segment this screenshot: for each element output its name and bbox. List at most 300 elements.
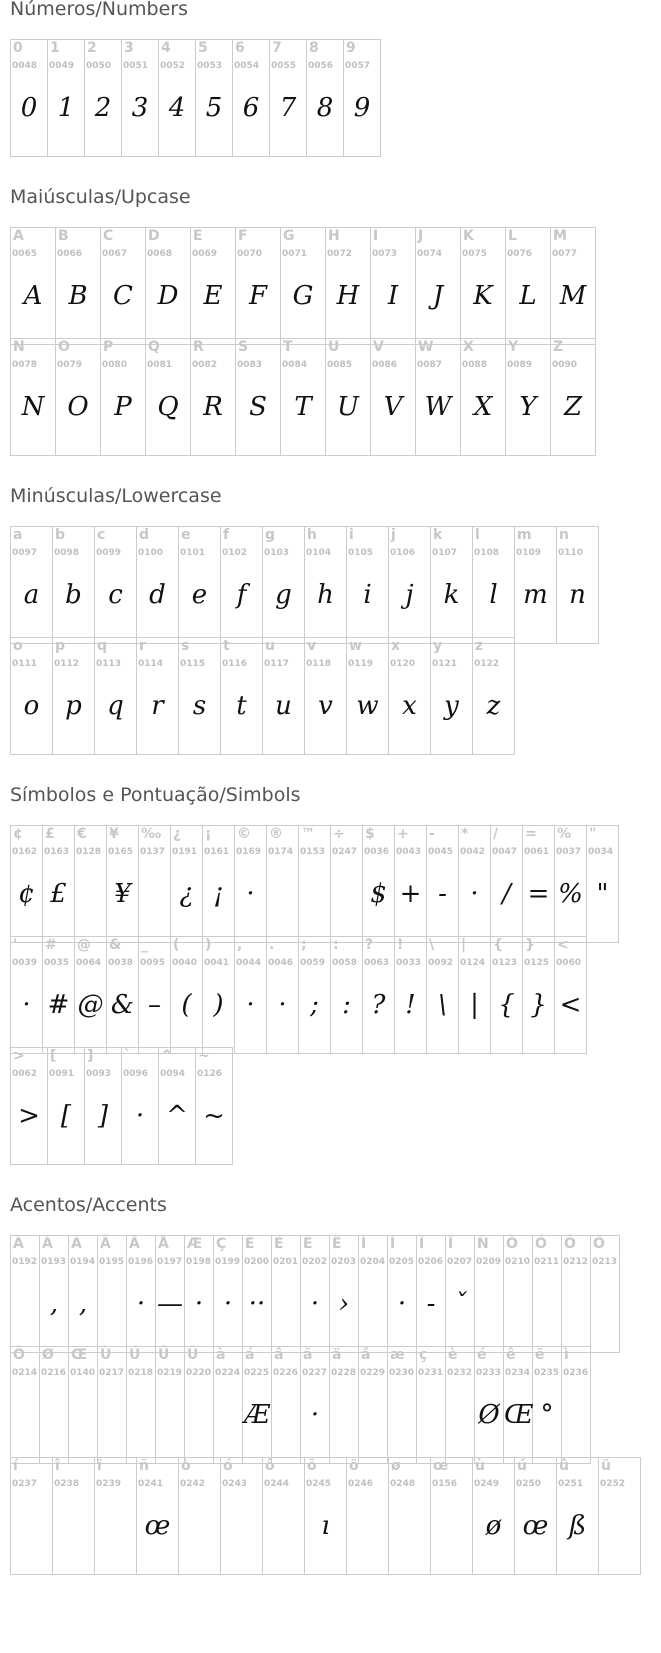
glyph-cell [344,40,381,156]
char-label: ^ [161,1048,173,1064]
char-label: O [58,339,70,355]
char-label: A [13,228,24,244]
char-code: 0064 [76,958,102,968]
char-label: M [553,228,567,244]
char-label: R [193,339,204,355]
glyph-cell [359,1347,388,1463]
glyph-cell [85,40,122,156]
char-code: 0119 [348,659,374,669]
glyph-cell [11,1347,40,1463]
glyph-cell [515,527,557,643]
glyph-cell [417,1236,446,1352]
glyph-cell [98,1347,127,1463]
glyph-cell [11,1458,53,1574]
glyph-sample: S [249,392,267,422]
glyph-cell [281,339,326,455]
char-label: | [461,937,467,953]
glyph-cell [95,527,137,643]
char-label: ] [87,1048,94,1064]
char-label: s [181,638,190,654]
char-code: 0044 [236,958,262,968]
glyph-cell [75,937,107,1053]
glyph-cell [347,1458,389,1574]
glyph-sample: ¡ [213,879,224,909]
char-code: 0116 [222,659,248,669]
glyph-cell [263,1458,305,1574]
glyph-cell [305,1458,347,1574]
char-label: K [463,228,474,244]
char-label: q [97,638,108,654]
char-label: i [349,527,354,543]
glyph-cell [196,1048,233,1164]
glyph-sample: 3 [131,93,149,123]
char-code: 0076 [507,249,533,259]
glyph-sample: L [519,281,537,311]
glyph-cell [127,1347,156,1463]
glyph-sample: · [223,1289,233,1319]
char-code: 0125 [524,958,550,968]
glyph-sample: J [432,281,444,311]
char-code: 0049 [49,61,75,71]
glyph-cell [363,826,395,942]
glyph-cell [179,527,221,643]
char-label: ? [365,937,374,953]
char-label: { [493,937,503,953]
char-code: 0206 [418,1257,444,1267]
glyph-cell [491,826,523,942]
glyph-cell [40,1347,69,1463]
glyph-cell [11,527,53,643]
glyph-cell [591,1236,620,1352]
glyph-sample: R [203,392,223,422]
glyph-cell [196,40,233,156]
char-label: ü [601,1458,611,1474]
glyph-sample: › [338,1289,350,1319]
glyph-sample: Œ [504,1400,534,1430]
glyph-cell [221,638,263,754]
char-code: 0088 [462,360,488,370]
glyph-sample: P [114,392,132,422]
glyph-sample: s [192,691,207,721]
char-label: 7 [272,40,282,56]
glyph-sample: - [426,1289,436,1319]
char-label: É [274,1236,284,1252]
char-label: Æ [187,1236,203,1252]
glyph-cell [461,228,506,344]
char-label: T [283,339,293,355]
glyph-sample: ·· [248,1289,266,1319]
char-label: Û [158,1347,170,1363]
glyph-cell [171,937,203,1053]
char-code: 0086 [372,360,398,370]
char-code: 0107 [432,548,458,558]
char-label: = [525,826,537,842]
char-code: 0232 [447,1368,473,1378]
glyph-sample: [ [60,1101,72,1131]
char-label: Ø [42,1347,54,1363]
glyph-sample: A [23,281,43,311]
glyph-sample: + [399,879,422,909]
char-code: 0046 [268,958,294,968]
glyph-sample: a [23,580,40,610]
char-label: 5 [198,40,208,56]
char-label: ‰ [141,826,162,842]
glyph-cell [299,937,331,1053]
glyph-sample: W [424,392,452,422]
glyph-cell [389,527,431,643]
char-code: 0079 [57,360,83,370]
char-code: 0070 [237,249,263,259]
char-code: 0246 [348,1479,374,1489]
glyph-sample: O [67,392,89,422]
glyph-sample: / [502,879,511,909]
glyph-sample: · [246,990,255,1020]
char-label: è [448,1347,458,1363]
glyph-sample: X [473,392,493,422]
char-code: 0039 [12,958,38,968]
glyph-cell [555,937,587,1053]
char-code: 0095 [140,958,166,968]
glyph-cell [599,1458,641,1574]
glyph-cell [11,1048,48,1164]
char-label: 0 [13,40,23,56]
char-code: 0245 [306,1479,332,1489]
char-code: 0235 [534,1368,560,1378]
section-title: Símbolos e Pontuação/Simbols [10,784,301,806]
char-code: 0074 [417,249,443,259]
char-label: S [238,339,249,355]
char-code: 0061 [524,847,550,857]
char-code: 0065 [12,249,38,259]
glyph-sample: F [248,281,268,311]
char-code: 0120 [390,659,416,669]
glyph-cell [326,339,371,455]
char-label: Ë [332,1236,342,1252]
glyph-cell [523,937,555,1053]
char-label: W [418,339,434,355]
glyph-cell [417,1347,446,1463]
glyph-row [10,825,619,943]
glyph-sample: - [438,879,447,909]
char-label: Ó [535,1236,547,1252]
char-label: å [361,1347,371,1363]
glyph-cell [122,40,159,156]
glyph-cell [305,638,347,754]
char-label: ! [397,937,404,953]
glyph-cell [371,228,416,344]
char-code: 0234 [505,1368,531,1378]
char-code: 0117 [264,659,290,669]
glyph-cell [461,339,506,455]
glyph-cell [11,826,43,942]
char-code: 0045 [428,847,454,857]
glyph-sample: | [470,990,479,1020]
glyph-cell [11,228,56,344]
char-label: < [557,937,569,953]
char-label: g [265,527,276,543]
char-code: 0050 [86,61,112,71]
glyph-row [10,1235,620,1353]
glyph-cell [53,1458,95,1574]
glyph-sample: · [310,1289,320,1319]
glyph-cell [236,228,281,344]
glyph-cell [48,40,85,156]
glyph-cell [389,1458,431,1574]
glyph-cell [236,339,281,455]
glyph-cell [272,1236,301,1352]
glyph-cell [270,40,307,156]
char-code: 0169 [236,847,262,857]
char-label: I [373,228,379,244]
glyph-cell [171,826,203,942]
glyph-cell [431,1458,473,1574]
char-code: 0230 [389,1368,415,1378]
char-label: 4 [161,40,171,56]
glyph-row [10,1346,591,1464]
char-code: 0115 [180,659,206,669]
char-label: ( [173,937,180,953]
glyph-cell [203,826,235,942]
glyph-sample: p [65,691,82,721]
glyph-sample: = [527,879,550,909]
char-label: ù [475,1458,485,1474]
glyph-cell [389,638,431,754]
char-label: ò [181,1458,191,1474]
char-label: y [433,638,443,654]
char-label: Ê [303,1236,313,1252]
char-label: à [216,1347,226,1363]
glyph-sample: · [135,1101,145,1131]
char-label: + [397,826,409,842]
char-label: j [391,527,396,543]
char-label: 6 [235,40,245,56]
char-label: X [463,339,474,355]
glyph-sample: % [558,879,583,909]
char-code: 0220 [186,1368,212,1378]
glyph-cell [506,339,551,455]
glyph-sample: · [310,1400,320,1430]
char-code: 0060 [556,958,582,968]
char-label: í [13,1458,18,1474]
char-label: ' [13,937,18,953]
glyph-sample: H [336,281,360,311]
char-code: 0102 [222,548,248,558]
char-label: k [433,527,443,543]
char-label: P [103,339,114,355]
char-code: 0121 [432,659,458,669]
char-label: ¿ [173,826,182,842]
glyph-sample: C [113,281,133,311]
glyph-sample: B [68,281,88,311]
glyph-sample: Ø [478,1400,500,1430]
glyph-cell [299,826,331,942]
glyph-cell [56,228,101,344]
char-code: 0055 [271,61,297,71]
glyph-cell [95,1458,137,1574]
glyph-cell [267,826,299,942]
char-code: 0054 [234,61,260,71]
glyph-sample: Q [157,392,179,422]
char-label: û [559,1458,569,1474]
char-label: c [97,527,106,543]
char-label: â [274,1347,284,1363]
glyph-sample: ¥ [114,879,131,909]
char-label: Î [419,1236,425,1252]
char-label: ÷ [333,826,345,842]
glyph-sample: # [47,990,70,1020]
char-label: ® [269,826,283,842]
glyph-sample: K [473,281,493,311]
glyph-sample: · [470,879,479,909]
char-code: 0103 [264,548,290,558]
glyph-cell [233,40,270,156]
glyph-cell [85,1048,122,1164]
char-label: * [461,826,469,842]
glyph-cell [11,339,56,455]
glyph-row [10,1457,641,1575]
char-code: 0226 [273,1368,299,1378]
char-code: 0105 [348,548,374,558]
glyph-sample: ; [310,990,319,1020]
glyph-sample: 0 [20,93,38,123]
char-label: £ [45,826,55,842]
glyph-sample: 7 [279,93,297,123]
char-code: 0056 [308,61,334,71]
char-code: 0204 [360,1257,386,1267]
glyph-cell [330,1236,359,1352]
char-label: J [418,228,424,244]
glyph-cell [221,527,263,643]
glyph-sample: U [337,392,359,422]
glyph-row [10,39,381,157]
glyph-sample: G [292,281,314,311]
char-code: 0083 [237,360,263,370]
glyph-sample: j [405,580,414,610]
glyph-sample: e [191,580,208,610]
char-code: 0156 [432,1479,458,1489]
char-code: 0057 [345,61,371,71]
glyph-cell [330,1347,359,1463]
char-code: 0192 [12,1257,38,1267]
glyph-cell [179,638,221,754]
glyph-sample: g [275,580,292,610]
char-code: 0111 [12,659,38,669]
char-code: 0082 [192,360,218,370]
glyph-sample: i [363,580,372,610]
char-label: ï [97,1458,102,1474]
glyph-sample: { [498,990,515,1020]
char-code: 0099 [96,548,122,558]
char-label: ñ [139,1458,149,1474]
char-label: : [333,937,339,953]
glyph-cell [185,1347,214,1463]
char-label: G [283,228,295,244]
char-label: 2 [87,40,97,56]
char-code: 0062 [12,1069,38,1079]
glyph-cell [263,527,305,643]
char-code: 0067 [102,249,128,259]
glyph-cell [11,1236,40,1352]
glyph-cell [203,937,235,1053]
char-code: 0038 [108,958,134,968]
glyph-sample: ( [181,990,192,1020]
glyph-cell [388,1347,417,1463]
char-code: 0212 [563,1257,589,1267]
glyph-cell [127,1236,156,1352]
glyph-sample: ~ [203,1101,225,1131]
char-code: 0096 [123,1069,149,1079]
char-code: 0122 [474,659,500,669]
char-code: 0153 [300,847,326,857]
glyph-sample: x [402,691,417,721]
glyph-cell [107,826,139,942]
glyph-cell [562,1236,591,1352]
glyph-row [10,936,587,1054]
char-label: 8 [309,40,319,56]
char-code: 0112 [54,659,80,669]
char-label: , [237,937,243,953]
char-code: 0243 [222,1479,248,1489]
glyph-cell [11,40,48,156]
section-title: Minúsculas/Lowercase [10,485,222,507]
glyph-cell [243,1236,272,1352]
glyph-sample: ı [321,1511,330,1541]
glyph-sample: 1 [57,93,75,123]
glyph-cell [53,638,95,754]
glyph-sample: T [294,392,312,422]
char-label: Ã [100,1236,111,1252]
glyph-cell [139,937,171,1053]
glyph-sample: M [559,281,587,311]
glyph-cell [347,527,389,643]
char-label: Õ [593,1236,605,1252]
char-code: 0239 [96,1479,122,1489]
glyph-cell [416,339,461,455]
glyph-cell [551,228,596,344]
char-label: ø [391,1458,401,1474]
char-label: À [13,1236,24,1252]
char-code: 0207 [447,1257,473,1267]
glyph-sample: ! [405,990,416,1020]
glyph-cell [473,1458,515,1574]
char-label: N [13,339,25,355]
glyph-sample: ° [540,1400,554,1430]
char-code: 0075 [462,249,488,259]
char-code: 0071 [282,249,308,259]
glyph-cell [555,826,587,942]
char-label: 3 [124,40,134,56]
char-label: æ [390,1347,405,1363]
char-label: [ [50,1048,57,1064]
glyph-sample: , [78,1289,88,1319]
char-code: 0244 [264,1479,290,1489]
char-code: 0247 [332,847,358,857]
char-code: 0219 [157,1368,183,1378]
glyph-sample: ˇ [453,1289,467,1319]
char-label: d [139,527,150,543]
char-code: 0035 [44,958,70,968]
glyph-sample: t [236,691,247,721]
char-code: 0118 [306,659,332,669]
char-label: U [328,339,340,355]
char-label: a [13,527,23,543]
glyph-sample: ø [485,1511,502,1541]
char-label: - [429,826,435,842]
char-code: 0161 [204,847,230,857]
char-label: . [269,937,275,953]
glyph-cell [53,527,95,643]
glyph-cell [43,937,75,1053]
